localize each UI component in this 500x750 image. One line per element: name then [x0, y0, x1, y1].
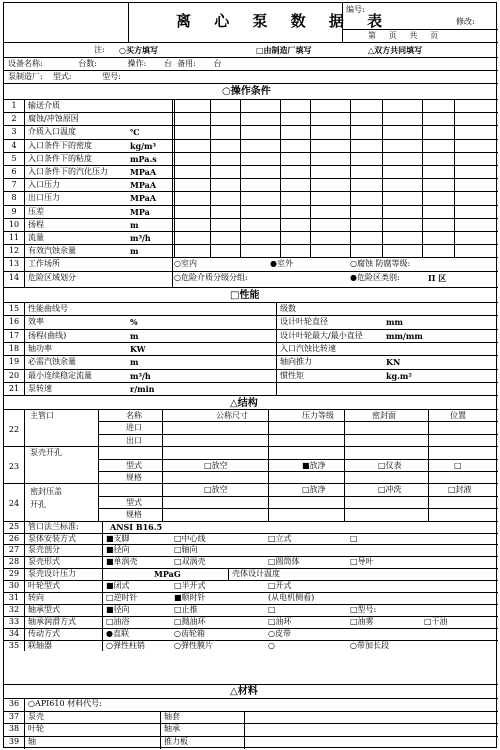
structure-option: □: [268, 604, 276, 614]
performance-row-unit: m: [130, 330, 139, 341]
operating-row-unit: mPa.s: [130, 153, 157, 164]
row-number: 3: [11, 127, 17, 137]
structure-row-label: 转向: [28, 593, 44, 602]
row-number: 20: [8, 370, 20, 380]
operating-row-unit: MPaA: [130, 167, 157, 177]
row-number: 34: [8, 628, 20, 638]
flange-standard-value: ANSI B16.5: [110, 521, 163, 532]
structure-column-header: 名称: [126, 411, 142, 420]
row-number: 14: [8, 272, 20, 282]
row-number: 38: [8, 724, 20, 734]
performance-row-label: 必需汽蚀余量: [28, 357, 76, 367]
casing-design-pressure-unit: MPaG: [154, 569, 181, 580]
casing-spec-label: 规格: [126, 473, 142, 482]
row-number: 27: [8, 545, 20, 555]
casing-design-temperature-label: 壳体设计温度: [232, 569, 280, 579]
performance-row-unit: r/min: [130, 383, 155, 394]
performance-right-unit: mm: [386, 317, 403, 328]
lubrication-option: □油浴: [106, 616, 130, 626]
performance-row-label: 轴功率: [28, 343, 52, 353]
casing-opening-option: □: [454, 460, 462, 470]
casing-opening-option: ■放净: [302, 460, 326, 470]
operating-row-label: 输送介质: [28, 101, 60, 110]
performance-row-label: 泵转速: [28, 383, 52, 393]
performance-right-label: 设计叶轮最大/最小直径: [280, 330, 363, 340]
structure-row-label: 传动方式: [28, 628, 60, 638]
casing-type-label: 型式: [126, 460, 142, 470]
performance-row-label: 效率: [28, 317, 44, 327]
operating-row-unit: m: [130, 219, 139, 230]
row-number: 19: [8, 357, 20, 367]
gland-opening-option: □冲洗: [378, 485, 402, 495]
material-row-label: 叶轮: [28, 724, 44, 734]
sheet-title: 离 心 泵 数 据 表: [176, 12, 392, 30]
operating-row-label: 腐蚀/冲蚀原因: [28, 114, 79, 124]
structure-option: ○带加长段: [350, 640, 389, 650]
equipment-info-line: 设备名称: 台数: 操作: 台 备用: 台: [8, 59, 222, 68]
structure-option: □开式: [268, 581, 292, 591]
material-right-label: 轴承: [164, 724, 180, 734]
workplace-indoor-option: ○室内: [174, 259, 197, 269]
structure-option: (从电机侧看): [268, 593, 315, 602]
performance-right-unit: KN: [386, 357, 401, 368]
note-buyer: ○买方填写: [119, 45, 158, 55]
row-number: 28: [8, 557, 20, 567]
performance-row-label: 最小连续稳定流量: [28, 370, 92, 380]
operating-row-unit: m: [130, 246, 139, 257]
operating-row-label: 出口压力: [28, 193, 60, 203]
operating-row-unit: MPaA: [130, 180, 157, 191]
lubrication-option: □干油: [424, 616, 448, 626]
hazard-medium-class: ○危险介质分级分组:: [174, 272, 248, 282]
performance-right-unit: kg.m²: [386, 370, 412, 381]
operating-row-unit: kg/m³: [130, 140, 157, 151]
hazard-zone-class: ●危险区类别:: [350, 272, 400, 282]
structure-row-label: 泵壳形式: [28, 557, 60, 567]
bearing-lubrication-label: 轴承润滑方式: [28, 616, 76, 626]
row-number: 32: [8, 604, 20, 614]
structure-option: ○弹性柱销: [106, 640, 145, 650]
casing-design-pressure-label: 泵壳设计压力: [28, 569, 76, 579]
operating-row-unit: m³/h: [130, 233, 151, 243]
performance-right-label: 级数: [280, 304, 296, 313]
structure-option: ○: [268, 640, 275, 650]
gland-type-label: 型式: [126, 497, 142, 507]
performance-right-label: 入口汽蚀比转速: [280, 343, 336, 353]
row-number: 37: [8, 711, 20, 721]
structure-row-label: 泵壳剖分: [28, 545, 60, 555]
row-number: 22: [8, 425, 20, 434]
structure-column-header: 公称尺寸: [216, 411, 248, 420]
row-number: 1: [11, 101, 17, 110]
row-number: 15: [8, 304, 20, 313]
hazard-zone-label: 危险区域划分: [28, 272, 76, 282]
structure-row-label: 泵体安装方式: [28, 533, 76, 543]
section-material: △材料: [230, 686, 258, 697]
performance-row-unit: m: [130, 357, 139, 368]
gland-opening-option: □放空: [204, 485, 228, 495]
workplace-label: 工作场所: [28, 259, 60, 269]
structure-row-label: 联轴器: [28, 640, 52, 650]
structure-option: ○弹性膜片: [174, 640, 213, 650]
nozzle-inlet-label: 进口: [126, 423, 142, 433]
performance-right-label: 惯性矩: [280, 370, 304, 380]
note-both: △双方共同填写: [368, 45, 423, 55]
serial-number-label: 编号:: [346, 5, 365, 14]
row-number: 8: [11, 193, 17, 203]
row-number: 39: [8, 736, 20, 746]
structure-option: ○皮带: [268, 628, 291, 638]
performance-row-label: 扬程(曲线): [28, 330, 67, 340]
workplace-corrosion-option: ○腐蚀 防腐等级:: [350, 259, 411, 269]
material-right-label: 推力板: [164, 736, 188, 746]
structure-option: □圆筒体: [268, 557, 300, 567]
performance-row-label: 性能曲线号: [28, 304, 68, 313]
structure-option: □逆时针: [106, 593, 138, 602]
note-maker: □由制造厂填写: [256, 45, 312, 55]
structure-row-label: 叶轮型式: [28, 581, 60, 591]
row-number: 5: [11, 153, 17, 163]
lubrication-option: □油环: [268, 616, 292, 626]
structure-option: ■径向: [106, 545, 130, 555]
casing-opening-option: □仪表: [378, 460, 402, 470]
structure-option: □立式: [268, 533, 292, 543]
operating-row-label: 入口压力: [28, 180, 60, 190]
section-performance: □性能: [230, 290, 260, 301]
row-number: 2: [11, 114, 17, 124]
gland-spec-label: 规格: [126, 510, 142, 520]
flange-standard-label: 管口法兰标准:: [28, 521, 79, 531]
pump-data-sheet: [3, 2, 497, 748]
revision-label: 修改:: [456, 17, 475, 26]
row-number: 9: [11, 206, 17, 216]
structure-column-header: 位置: [450, 411, 466, 420]
performance-right-label: 设计叶轮直径: [280, 317, 328, 327]
row-number: 13: [8, 259, 20, 269]
lubrication-option: □油雾: [350, 616, 374, 626]
operating-row-label: 入口条件下的粘度: [28, 153, 92, 163]
operating-row-label: 有效汽蚀余量: [28, 246, 76, 256]
performance-row-unit: %: [130, 317, 138, 328]
operating-row-label: 压差: [28, 206, 44, 216]
operating-row-unit: MPa: [130, 206, 150, 217]
gland-opening-option: □放净: [302, 485, 326, 495]
row-number: 21: [8, 383, 20, 393]
operating-row-label: 入口条件下的密度: [28, 140, 92, 150]
structure-row-label: 轴承型式: [28, 604, 60, 614]
nozzle-outlet-label: 出口: [126, 435, 142, 445]
page-count-label: 第 页 共 页: [368, 31, 439, 40]
row-number: 25: [8, 521, 20, 531]
structure-option: ■顺时针: [174, 593, 206, 602]
structure-option: ○齿轮箱: [174, 628, 205, 638]
row-number: 16: [8, 317, 20, 327]
structure-option: □止推: [174, 604, 198, 614]
api610-material-code-label: ○API610 材料代号:: [28, 699, 102, 708]
structure-column-header: 密封面: [372, 411, 396, 420]
row-number: 30: [8, 581, 20, 591]
operating-row-label: 入口条件下的汽化压力: [28, 167, 108, 176]
row-number: 26: [8, 533, 20, 543]
row-number: 18: [8, 343, 20, 353]
structure-option: ■径向: [106, 604, 130, 614]
operating-row-label: 扬程: [28, 219, 44, 229]
operating-row-unit: ℃: [130, 127, 140, 138]
operating-row-label: 介质入口温度: [28, 127, 76, 137]
section-operating-conditions: ○操作条件: [222, 86, 271, 97]
row-number: 4: [11, 140, 17, 150]
row-number: 17: [8, 330, 20, 340]
structure-option: □中心线: [174, 533, 206, 543]
performance-right-unit: mm/mm: [386, 330, 423, 341]
structure-option: □型号:: [350, 604, 377, 614]
gland-opening-option: □封液: [448, 485, 472, 495]
lubrication-option: □抛油环: [174, 616, 206, 626]
casing-openings-label: 泵壳开孔: [30, 448, 62, 458]
row-number: 23: [8, 462, 20, 472]
notes-label: 注:: [94, 45, 105, 54]
structure-option: □半开式: [174, 581, 206, 591]
main-nozzle-label: 主管口: [30, 411, 54, 420]
structure-option: ■单涡壳: [106, 557, 138, 567]
row-number: 35: [8, 640, 20, 650]
performance-row-unit: m³/h: [130, 370, 151, 381]
structure-option: ■闭式: [106, 581, 130, 591]
workplace-outdoor-option: ●室外: [270, 259, 293, 269]
operating-row-unit: MPaA: [130, 193, 157, 204]
gland-openings-label: 密封压盖 开孔: [30, 487, 62, 510]
row-number: 7: [11, 180, 17, 190]
section-structure: △结构: [230, 398, 258, 409]
material-row-label: 泵壳: [28, 711, 44, 721]
structure-option: ■支脚: [106, 533, 130, 543]
row-number: 12: [8, 246, 20, 256]
row-number: 24: [8, 499, 20, 509]
performance-row-unit: KW: [130, 343, 146, 354]
material-row-label: 轴: [28, 736, 36, 746]
structure-option: □导叶: [350, 557, 374, 567]
row-number: 10: [8, 219, 20, 229]
structure-option: □: [350, 533, 358, 543]
row-number: 33: [8, 616, 20, 626]
casing-opening-option: □放空: [204, 460, 228, 470]
hazard-zone-value: II 区: [428, 272, 447, 283]
material-right-label: 轴套: [164, 711, 180, 721]
row-number: 29: [8, 569, 20, 579]
performance-right-label: 轴向推力: [280, 357, 312, 367]
row-number: 6: [11, 167, 17, 176]
row-number: 11: [8, 233, 20, 242]
structure-option: □轴向: [174, 545, 198, 555]
row-number: 31: [8, 593, 20, 602]
operating-row-label: 流量: [28, 233, 44, 242]
structure-column-header: 压力等级: [302, 411, 334, 420]
manufacturer-info-line: 泵制造厂: 型式: 型号:: [8, 72, 121, 81]
row-number: 36: [8, 699, 20, 708]
structure-option: □双涡壳: [174, 557, 206, 567]
structure-option: ●直联: [106, 628, 129, 638]
